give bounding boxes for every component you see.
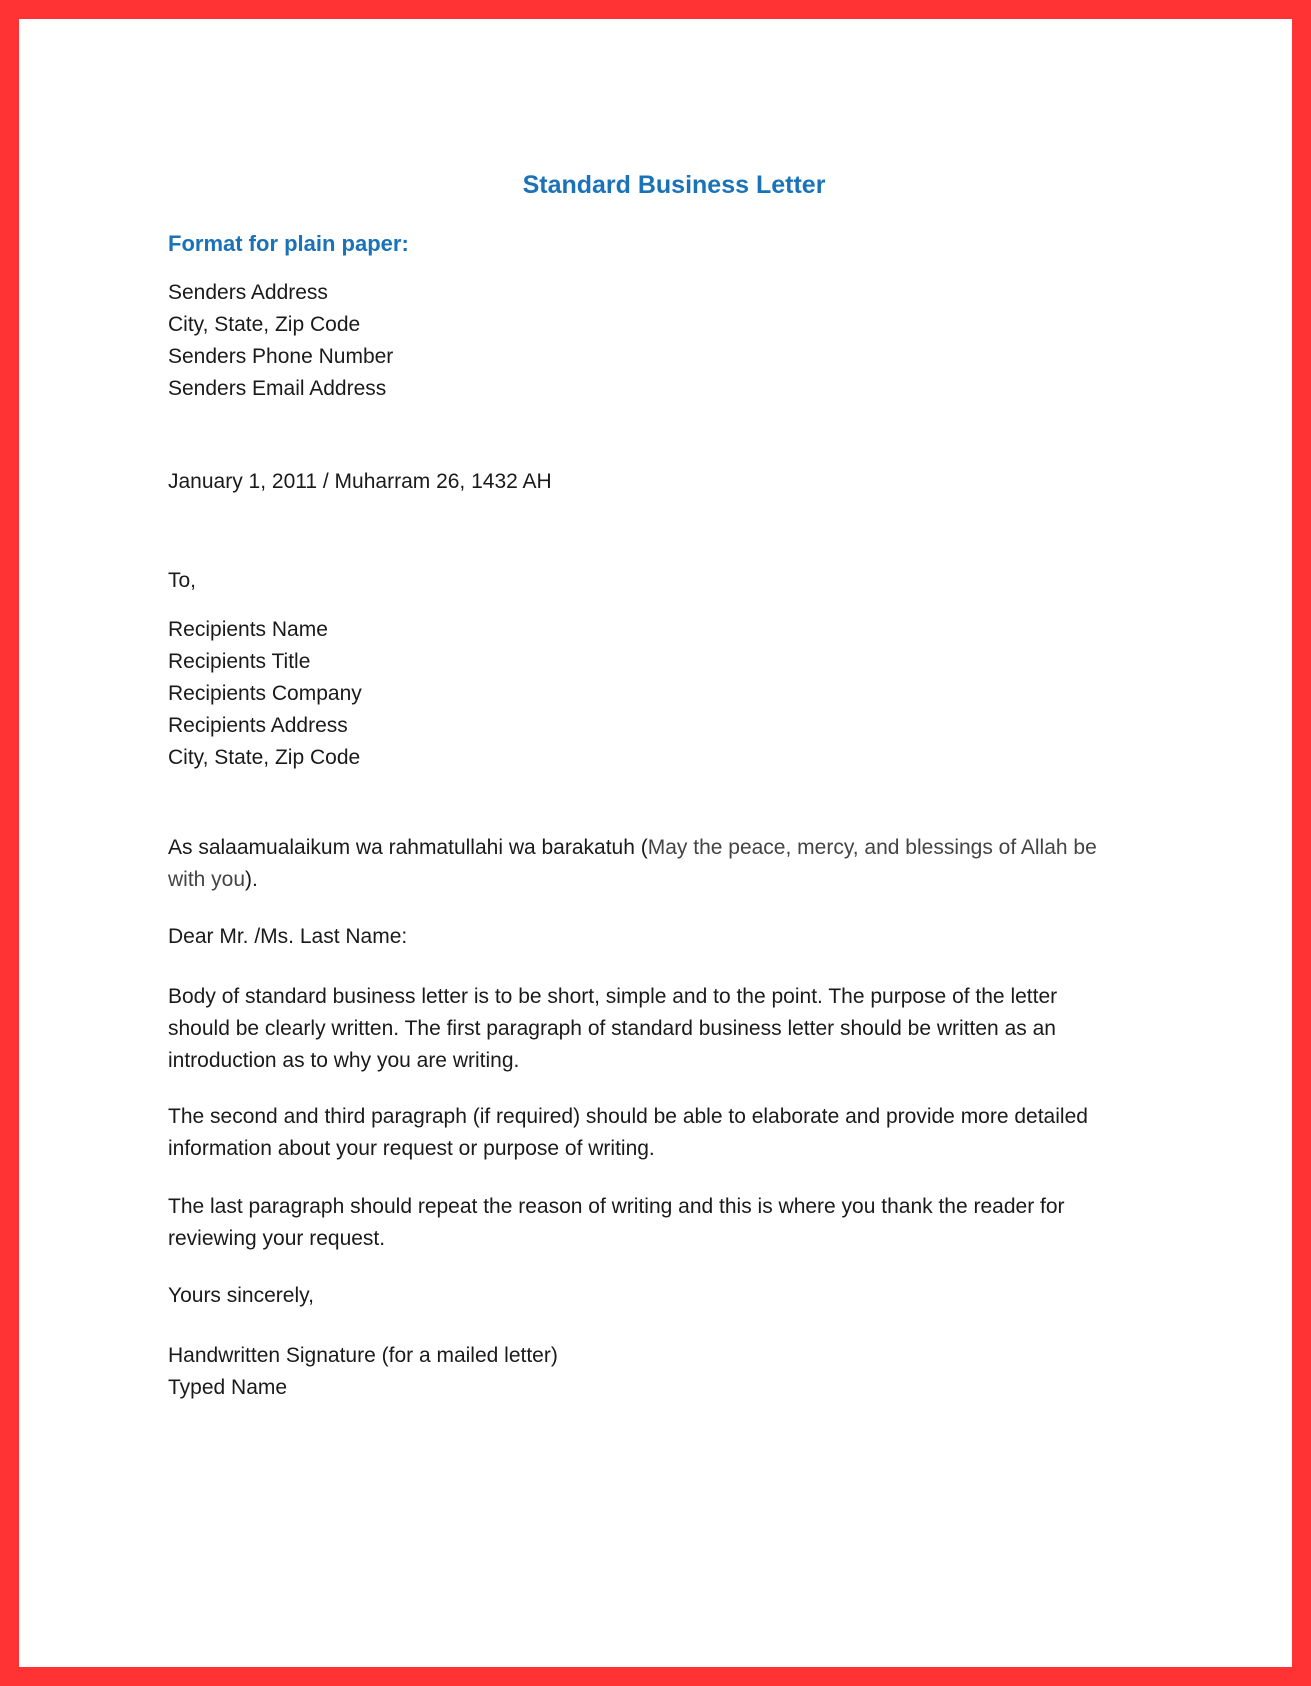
typed-name: Typed Name [168, 1376, 288, 1399]
salutation: Dear Mr. /Ms. Last Name: [168, 925, 408, 948]
sender-email: Senders Email Address [168, 377, 387, 400]
greeting-closing: ). [245, 868, 258, 891]
body-paragraph-3: The last paragraph should repeat the reason of writing and this is where you thank the reader for reviewing your request. [168, 1195, 1065, 1250]
recipient-address: Recipients Address [168, 714, 348, 737]
to-block [168, 565, 1168, 597]
signature-line: Handwritten Signature (for a mailed letter) [168, 1344, 558, 1367]
closing: Yours sincerely, [168, 1284, 314, 1307]
recipient-block [168, 614, 1168, 774]
recipient-title: Recipients Title [168, 650, 311, 673]
sender-address: Senders Address [168, 281, 328, 304]
recipient-name: Recipients Name [168, 618, 328, 641]
salutation-block [168, 921, 1168, 953]
sender-city-state-zip: City, State, Zip Code [168, 313, 361, 336]
sender-phone: Senders Phone Number [168, 345, 394, 368]
to-label: To, [168, 569, 197, 592]
recipient-city-state-zip: City, State, Zip Code [168, 746, 361, 769]
recipient-company: Recipients Company [168, 682, 362, 705]
closing-block [168, 1280, 1168, 1312]
format-subtitle: Format for plain paper: [168, 231, 409, 256]
greeting-paragraph [168, 832, 1098, 896]
body-paragraph-2: The second and third paragraph (if required) should be able to elaborate and provide more detailed information about your request or purpose of writing. [168, 1105, 1088, 1160]
body-paragraph-1: Body of standard business letter is to be short, simple and to the point. The purpose of the letter should be clearly written. The first paragraph of standard business letter should be written as an introduction as to why you are writing. [168, 985, 1058, 1072]
greeting-arabic: As salaamualaikum wa rahmatullahi wa barakatuh ( [168, 836, 648, 859]
date-block [168, 466, 1168, 498]
page-title: Standard Business Letter [522, 171, 826, 199]
signature-block [168, 1340, 1168, 1404]
sender-block [168, 277, 1168, 405]
letter-page [19, 19, 1292, 1667]
greeting-translation: May the peace, mercy, and blessings of Allah be with you [168, 836, 1097, 891]
letter-date: January 1, 2011 / Muharram 26, 1432 AH [168, 470, 552, 493]
